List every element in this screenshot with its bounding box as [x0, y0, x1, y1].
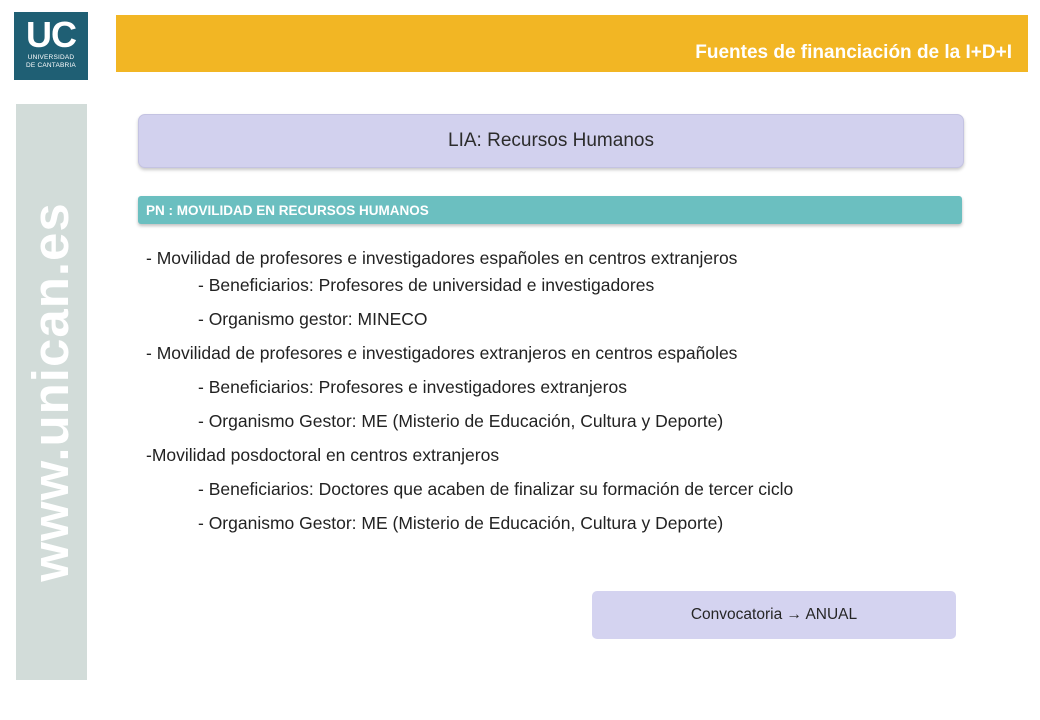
content-list [146, 245, 958, 537]
list-item: - Beneficiarios: Profesores de universidad e investigadores [198, 275, 655, 295]
logo-mark: UC [26, 14, 76, 55]
list-item: - Movilidad de profesores e investigadores extranjeros en centros españoles [146, 343, 738, 363]
list-item: -Movilidad posdoctoral en centros extranjeros [146, 445, 500, 465]
callout-text: Convocatoria → ANUAL [690, 606, 858, 623]
list-item: - Organismo Gestor: ME (Misterio de Educación, Cultura y Deporte) [198, 411, 724, 431]
section-title-box [138, 114, 964, 168]
convocatoria-callout [592, 591, 956, 639]
logo-line-2: DE CANTABRIA [26, 62, 76, 69]
list-item: - Beneficiarios: Doctores que acaben de finalizar su formación de tercer ciclo [198, 479, 794, 499]
sidebar-url-text: www.unican.es [22, 202, 79, 582]
university-logo [14, 12, 88, 80]
logo-line-1: UNIVERSIDAD [27, 54, 75, 61]
section-subtitle: PN : MOVILIDAD EN RECURSOS HUMANOS [146, 202, 429, 218]
section-subtitle-bar [138, 196, 962, 224]
header-title: Fuentes de financiación de la I+D+I [695, 42, 1012, 63]
header-bar [116, 15, 1028, 72]
list-item: - Beneficiarios: Profesores e investigadores extranjeros [198, 377, 627, 397]
list-item: - Movilidad de profesores e investigadores españoles en centros extranjeros [146, 248, 738, 268]
list-item: - Organismo gestor: MINECO [198, 309, 428, 329]
section-title: LIA: Recursos Humanos [448, 130, 654, 151]
list-item: - Organismo Gestor: ME (Misterio de Educación, Cultura y Deporte) [198, 513, 724, 533]
